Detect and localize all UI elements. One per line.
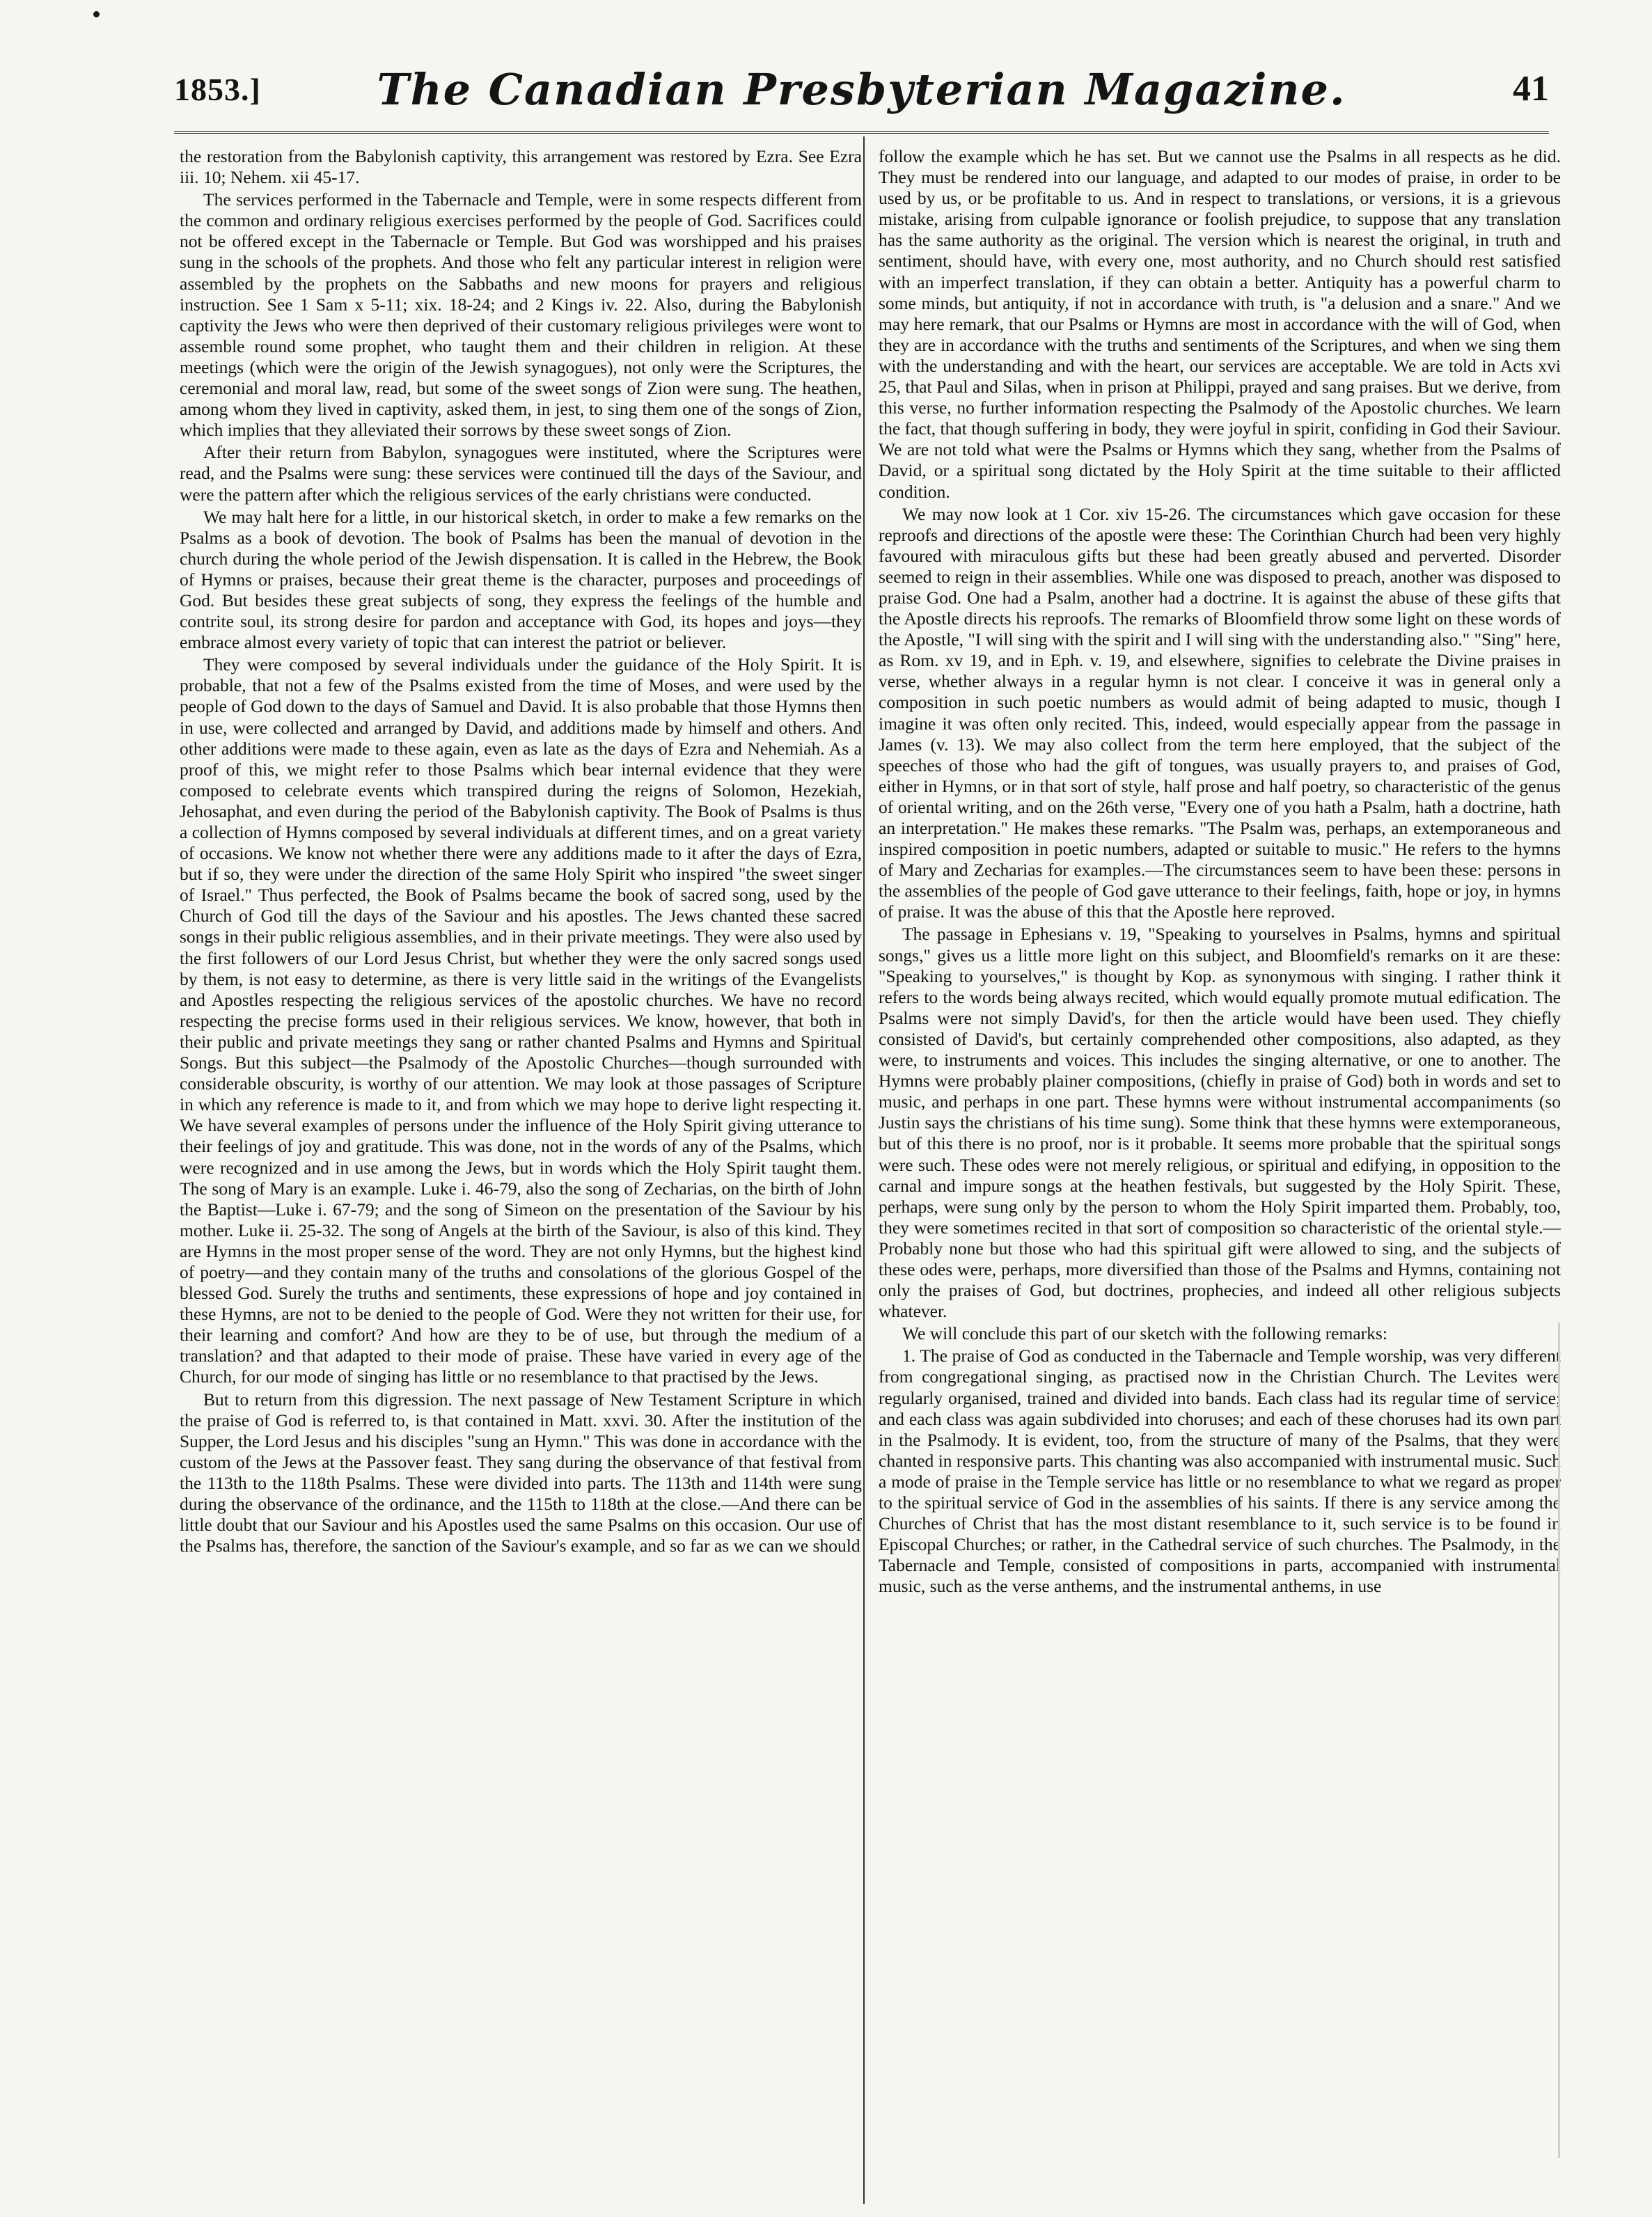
- header-rule: [174, 131, 1549, 134]
- paragraph: After their return from Babylon, synagogues were instituted, where the Scriptures were read, and the Psalms were sung: these services were continued till the days of the Saviour, and were the pattern after which the religious services of the early christians were conducted.: [180, 442, 862, 505]
- paragraph: But to return from this digression. The next passage of New Testament Scripture in which the praise of God is referred to, is that contained in Matt. xxvi. 30. After the institution of the Supper, the Lord Jesus and his disciples "sung an Hymn." This was done in accordance with the custom of the Jews at the Passover feast. They sang during the observance of that festival from the 113th to the 118th Psalms. These were divided into parts. The 113th and 114th were sung during the observance of the ordinance, and the 115th to 118th at the close.—And there can be little doubt that our Saviour and his Apostles used the same Psalms on this occasion. Our use of the Psalms has, therefore, the sanction of the Saviour's example, and so far as we can we should: [180, 1389, 862, 1556]
- page-header: [174, 64, 1549, 127]
- ink-dot: [93, 11, 100, 17]
- page-number: 41: [1513, 69, 1549, 109]
- issue-year: 1853.]: [174, 72, 261, 107]
- paragraph: They were composed by several individuals under the guidance of the Holy Spirit. It is probable, that not a few of the Psalms existed from the time of Moses, and were used by the people of God down to the days of Samuel and David. It is also probable that those Hymns then in use, were collected and arranged by David, and additions made by himself and others. And other additions were made to these again, even as late as the days of Ezra and Nehemiah. As a proof of this, we might refer to those Psalms which bear internal evidence that they were composed to celebrate events which transpired during the reigns of Solomon, Hezekiah, Jehosaphat, and even during the period of the Babylonish captivity. The Book of Psalms is thus a collection of Hymns composed by several individuals at different times, and on a great variety of occasions. We know not whether there were any additions made to it after the days of Ezra, but if so, they were under the direction of the same Holy Spirit who inspired "the sweet singer of Israel." Thus perfected, the Book of Psalms became the book of sacred song, used by the Church of God till the days of the Saviour and his apostles. The Jews chanted these sacred songs in their public religious assemblies, and in their private meetings. They were also used by the first followers of our Lord Jesus Christ, but whether they were the only sacred songs used by them, is not easy to determine, as there is very little said in the writings of the Evangelists and Apostles respecting the religious services of the apostolic churches. We have no record respecting the precise forms used in their religious services. We know, however, that both in their public and private meetings they sang or rather chanted Psalms and Hymns and Spiritual Songs. But this subject—the Psalmody of the Apostolic Churches—though surrounded with considerable obscurity, is worthy of our attention. We may look at those passages of Scripture in which any reference is made to it, and from which we may hope to derive light respecting it. We have several examples of persons under the influence of the Holy Spirit giving utterance to their feelings of joy and gratitude. This was done, not in the words of any of the Psalms, which were recognized and in use among the Jews, but in words which the Holy Spirit taught them. The song of Mary is an example. Luke i. 46-79, also the song of Zecharias, on the birth of John the Baptist—Luke i. 67-79; and the song of Simeon on the presentation of the Saviour by his mother. Luke ii. 25-32. The song of Angels at the birth of the Saviour, is also of this kind. They are Hymns in the most proper sense of the word. They are not only Hymns, but the highest kind of poetry—and they contain many of the truths and consolations of the glorious Gospel of the blessed God. Surely the truths and sentiments, these expressions of hope and joy contained in these Hymns, are not to be denied to the people of God. Were they not written for their use, for their learning and comfort? And how are they to be of use, but through the medium of a translation? and that adapted to their mode of praise. These have varied in every age of the Church, for our mode of singing has little or no resemblance to that practised by the Jews.: [180, 654, 862, 1387]
- page-edge-shadow: [1558, 1323, 1570, 2158]
- left-column: [180, 146, 862, 2207]
- paragraph: follow the example which he has set. But we cannot use the Psalms in all respects as he did. They must be rendered into our language, and adapted to our modes of praise, in order to be used by us, or be profitable to us. And in respect to translations, or versions, it is a grievous mistake, arising from culpable ignorance or foolish prejudice, to suppose that any translation has the same authority as the original. The version which is nearest the original, in truth and sentiment, should have, with every one, most authority, and no Church should rest satisfied with an imperfect translation, if they can obtain a better. Antiquity has a powerful charm to some minds, but antiquity, if not in accordance with truth, is "a delusion and a snare." And we may here remark, that our Psalms or Hymns are most in accordance with the will of God, when they are in accordance with the truths and sentiments of the Scriptures, and when we sing them with the understanding and with the heart, our services are acceptable. We are told in Acts xvi 25, that Paul and Silas, when in prison at Philippi, prayed and sang praises. But we derive, from this verse, no further information respecting the Psalmody of the Apostolic churches. We learn the fact, that though suffering in body, they were joyful in spirit, confiding in God their Saviour. We are not told what were the Psalms or Hymns which they sang, whether from the Psalms of David, or a spiritual song dictated by the Holy Spirit at the time suitable to their afflicted condition.: [879, 146, 1561, 502]
- paragraph: the restoration from the Babylonish captivity, this arrangement was restored by Ezra. See Ezra iii. 10; Nehem. xii 45-17.: [180, 146, 862, 188]
- paragraph: 1. The praise of God as conducted in the Tabernacle and Temple worship, was very different from congregational singing, as practised now in the Christian Church. The Levites were regularly organised, trained and divided into bands. Each class had its regular time of service; and each class was again subdivided into choruses; and each of these choruses had its own part in the Psalmody. It is evident, too, from the structure of many of the Psalms, that they were chanted in responsive parts. This chanting was also accompanied with instrumental music. Such a mode of praise in the Temple service has little or no resemblance to what we regard as proper to the spiritual service of God in the assemblies of his saints. If there is any service among the Churches of Christ that has the most distant resemblance to it, such service is to be found in Episcopal Churches; or rather, in the Cathedral service of such churches. The Psalmody, in the Tabernacle and Temple, consisted of compositions in parts, accompanied with instrumental music, such as the verse anthems, and the instrumental anthems, in use: [879, 1346, 1561, 1597]
- paragraph: The services performed in the Tabernacle and Temple, were in some respects different from the common and ordinary religious exercises performed by the people of God. Sacrifices could not be offered except in the Tabernacle or Temple. But God was worshipped and his praises sung in the schools of the prophets. And those who felt any particular interest in religion were assembled by the prophets on the Sabbaths and new moons for prayers and religious instruction. See 1 Sam x 5-11; xix. 18-24; and 2 Kings iv. 22. Also, during the Babylonish captivity the Jews who were then deprived of their customary religious privileges were wont to assemble round some prophet, who taught them and their children in religion. At these meetings (which were the origin of the Jewish synagogues), not only were the Scriptures, the ceremonial and moral law, read, but some of the sweet songs of Zion were sung. The heathen, among whom they lived in captivity, asked them, in jest, to sing them one of the songs of Zion, which implies that they alleviated their sorrows by these sweet songs of Zion.: [180, 189, 862, 441]
- paragraph: The passage in Ephesians v. 19, "Speaking to yourselves in Psalms, hymns and spiritual songs," gives us a little more light on this subject, and Bloomfield's remarks on it are these: "Speaking to yourselves," is thought by Kop. as synonymous with singing. I rather think it refers to the words being always recited, which would equally promote mutual edification. The Psalms were not simply David's, for then the article would have been used. They chiefly consisted of David's, but certainly comprehended other compositions, also adapted, as they were, to instruments and voices. This includes the singing alternative, or one to another. The Hymns were probably plainer compositions, (chiefly in praise of God) both in words and set to music, and perhaps in one part. These hymns were without instrumental accompaniments (so Justin says the christians of his time sung). Some think that these hymns were extemporaneous, but of this there is no proof, nor is it probable. It seems more probable that the spiritual songs were such. These odes were not merely religious, or spiritual and edifying, in opposition to the carnal and impure songs at the heathen festivals, but suggested by the Holy Spirit. These, perhaps, were sung only by the person to whom the Holy Spirit imparted them. Probably, too, they were sometimes recited in that sort of composition so characteristic of the oriental style.—Probably none but those who had this spiritual gift were allowed to sing, and the subjects of these odes were, perhaps, more diversified than those of the Psalms and Hymns, containing not only the praises of God, but doctrines, prophecies, and indeed all other religious subjects whatever.: [879, 924, 1561, 1322]
- paragraph: We may now look at 1 Cor. xiv 15-26. The circumstances which gave occasion for these reproofs and directions of the apostle were these: The Corinthian Church had been very highly favoured with miraculous gifts but these had been greatly abused and perverted. Disorder seemed to reign in their assemblies. While one was disposed to preach, another was disposed to praise God. One had a Psalm, another had a doctrine. It is against the abuse of these gifts that the Apostle directs his reproofs. The remarks of Bloomfield throw some light on these words of the Apostle, "I will sing with the spirit and I will sing with the understanding also." "Sing" here, as Rom. xv 19, and in Eph. v. 19, and elsewhere, signifies to celebrate the Divine praises in verse, whether always in a regular hymn is not clear. I conceive it was in general only a composition in such poetic numbers as would admit of being adapted to music, though I imagine it was often only recited. This, indeed, would especially appear from the passage in James (v. 13). We may also collect from the term here employed, that the subject of the speeches of those who had the gift of tongues, was usually prayers to, and praises of God, either in Hymns, or in that sort of style, half prose and half poetry, so characteristic of the genus of oriental writing, and on the 26th verse, "Every one of you hath a Psalm, hath a doctrine, hath an interpretation." He makes these remarks. "The Psalm was, perhaps, an extemporaneous and inspired composition in poetic numbers, adapted or suitable to music." He refers to the hymns of Mary and Zecharias for examples.—The circumstances seem to have been these: persons in the assemblies of the people of God gave utterance to their feelings, faith, hope or joy, in hymns of praise. It was the abuse of this that the Apostle here reproved.: [879, 503, 1561, 922]
- column-divider: [863, 136, 865, 2204]
- paragraph: We may halt here for a little, in our historical sketch, in order to make a few remarks on the Psalms as a book of devotion. The book of Psalms has been the manual of devotion in the church during the whole period of the Jewish dispensation. It is called in the Hebrew, the Book of Hymns or praises, because their great theme is the character, purposes and proceedings of God. But besides these great subjects of song, they express the feelings of the humble and contrite soul, its strong desire for pardon and acceptance with God, its hopes and joys—they embrace almost every variety of topic that can interest the patriot or believer.: [180, 506, 862, 653]
- right-column: [879, 146, 1561, 2207]
- paragraph: We will conclude this part of our sketch with the following remarks:: [902, 1323, 1387, 1344]
- magazine-title: The Canadian Presbyterian Magazine.: [377, 64, 1346, 115]
